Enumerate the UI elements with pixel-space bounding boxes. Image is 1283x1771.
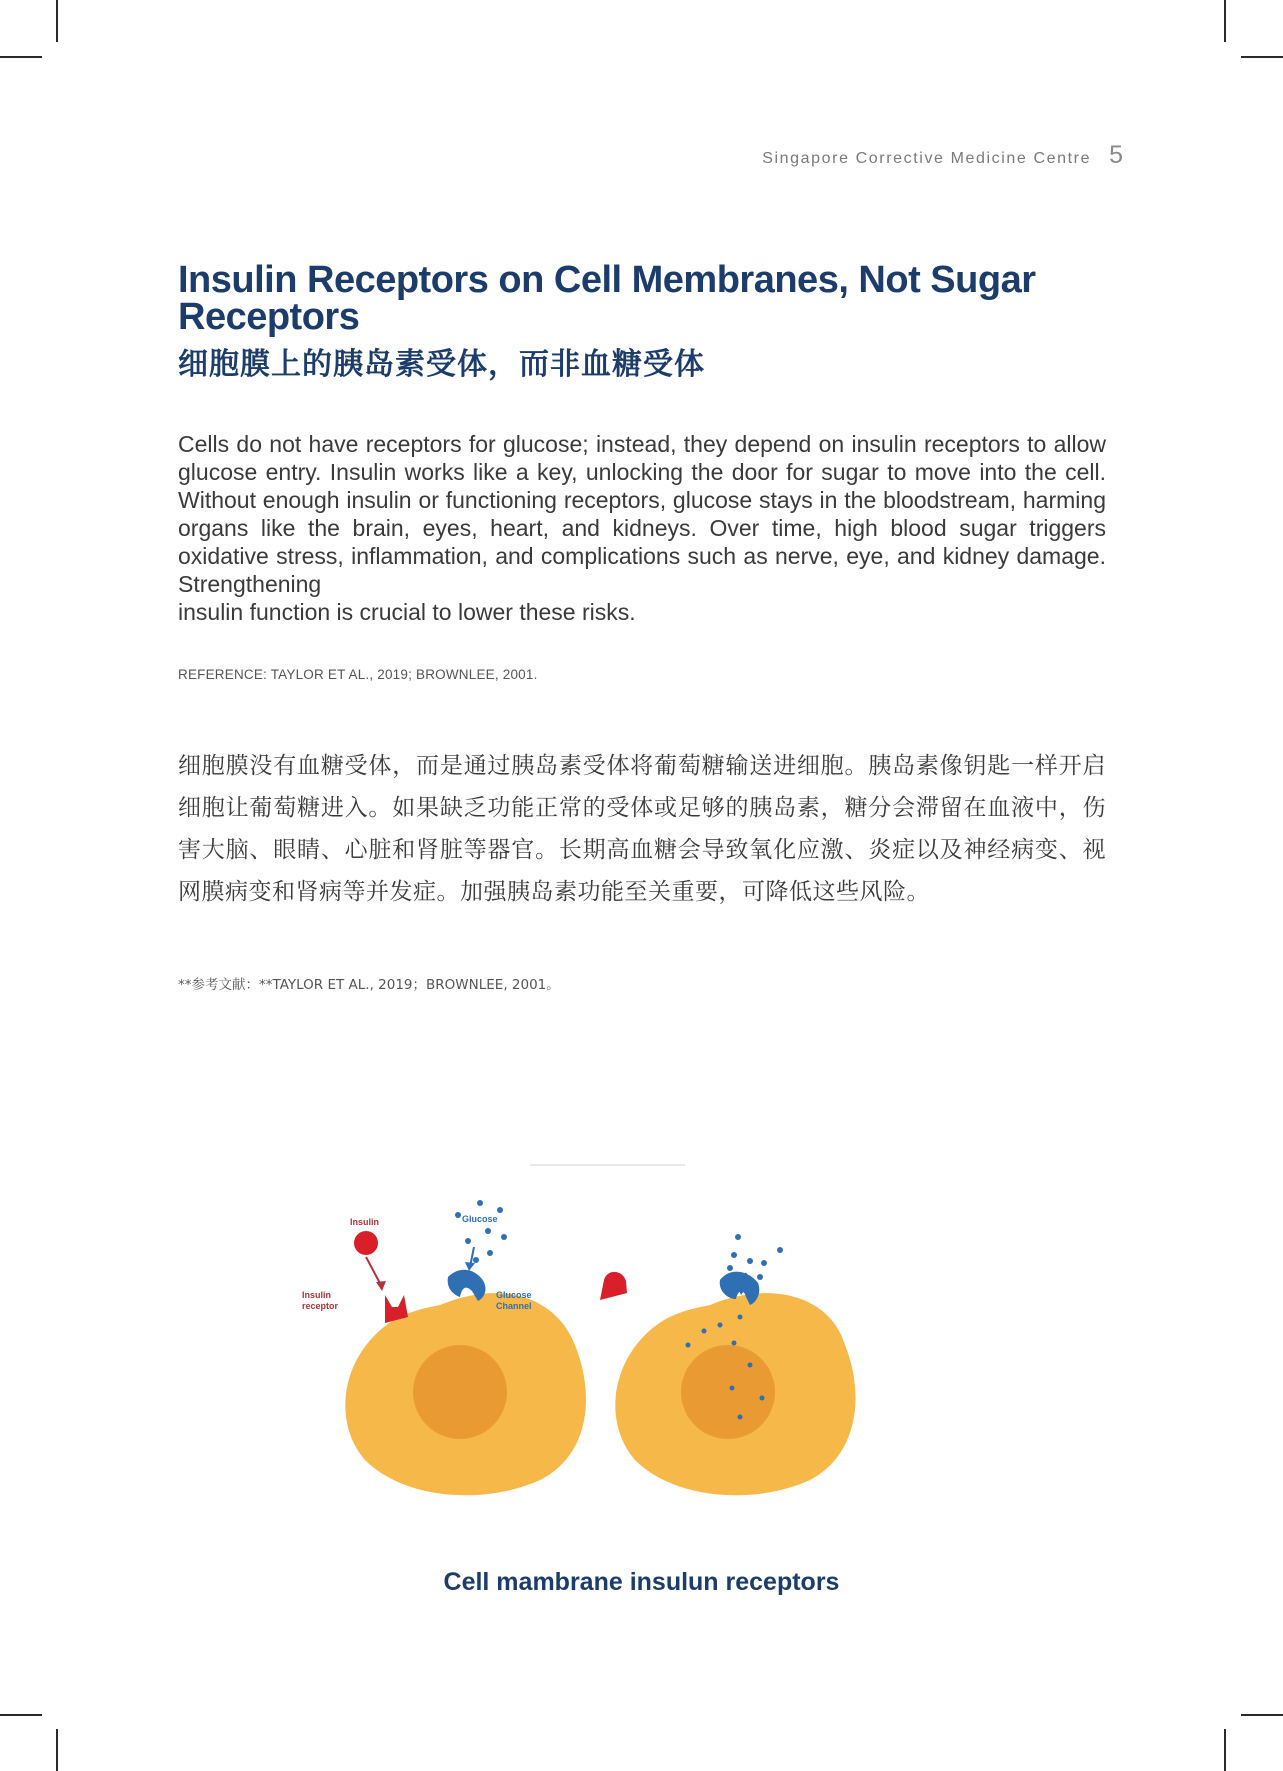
running-head [762,141,1123,170]
cell-diagram [290,1155,930,1505]
arrow-insulin-head [376,1281,386,1291]
running-title: Singapore Corrective Medicine Centre [762,150,1092,167]
crop-mark [0,56,42,58]
nucleus-right [681,1345,775,1439]
label-insulin: Insulin [350,1217,379,1227]
page-number: 5 [1109,141,1123,169]
crop-mark [0,1714,42,1716]
crop-mark [1224,0,1226,42]
label-insulin-receptor: Insulin [302,1290,331,1300]
crop-mark [1241,1714,1283,1716]
page-title-chinese: 细胞膜上的胰岛素受体，而非血糖受体 [178,347,705,382]
page-title: Insulin Receptors on Cell Membranes, Not Sugar Receptors [178,259,1036,338]
reference-english: REFERENCE: TAYLOR ET AL., 2019; BROWNLEE, 2001. [178,667,538,682]
label-glucose: Glucose [462,1214,498,1224]
crop-mark [1241,56,1283,58]
body-text-chinese: 细胞膜没有血糖受体，而是通过胰岛素受体将葡萄糖输送进细胞。胰岛素像钥匙一样开启细胞让葡萄糖进入。如果缺乏功能正常的受体或足够的胰岛素，糖分会滞留在血液中，伤害大脑、眼睛、心脏和肾脏等器官。长期高血糖会导致氧化应激、炎症以及神经病变、视网膜病变和肾病等并发症。加强胰岛素功能至关重要，可降低这些风险。 [178,753,1106,905]
arrow-glucose-head [465,1262,475,1271]
body-text-english-main: Cells do not have receptors for glucose; instead, they depend on insulin receptors to allow glucose entry. Insulin works like a key, unlocking the door for sugar to move into the cell. Without enough insulin or functioning receptors, glucose stays in the bloodstream, harming organs like the brain, eyes, heart, and kidneys. Over time, high blood sugar triggers oxidative stress, inflammation, and complications such as nerve, eye, and kidney damage. Strengthening [178,431,1106,597]
body-text-english [178,430,1106,626]
crop-mark [56,1729,58,1771]
label-glucose-channel: Glucose [496,1290,532,1300]
glucose-channel-left [448,1270,486,1301]
label-insulin-receptor-2: receptor [302,1301,339,1311]
insulin-molecule [354,1231,378,1255]
label-glucose-channel-2: Channel [496,1301,532,1311]
nucleus-left [413,1345,507,1439]
cell-illustration [290,1155,930,1505]
crop-mark [56,0,58,42]
crop-mark [1224,1729,1226,1771]
figure-caption: Cell mambrane insulun receptors [443,1568,840,1596]
reference-chinese: **参考文献：**TAYLOR ET AL., 2019；BROWNLEE, 2001。 [178,977,560,993]
glucose-molecules-left [455,1200,507,1263]
body-text-english-tail: insulin function is crucial to lower these risks. [178,599,636,625]
insulin-receptor-right [600,1272,627,1300]
